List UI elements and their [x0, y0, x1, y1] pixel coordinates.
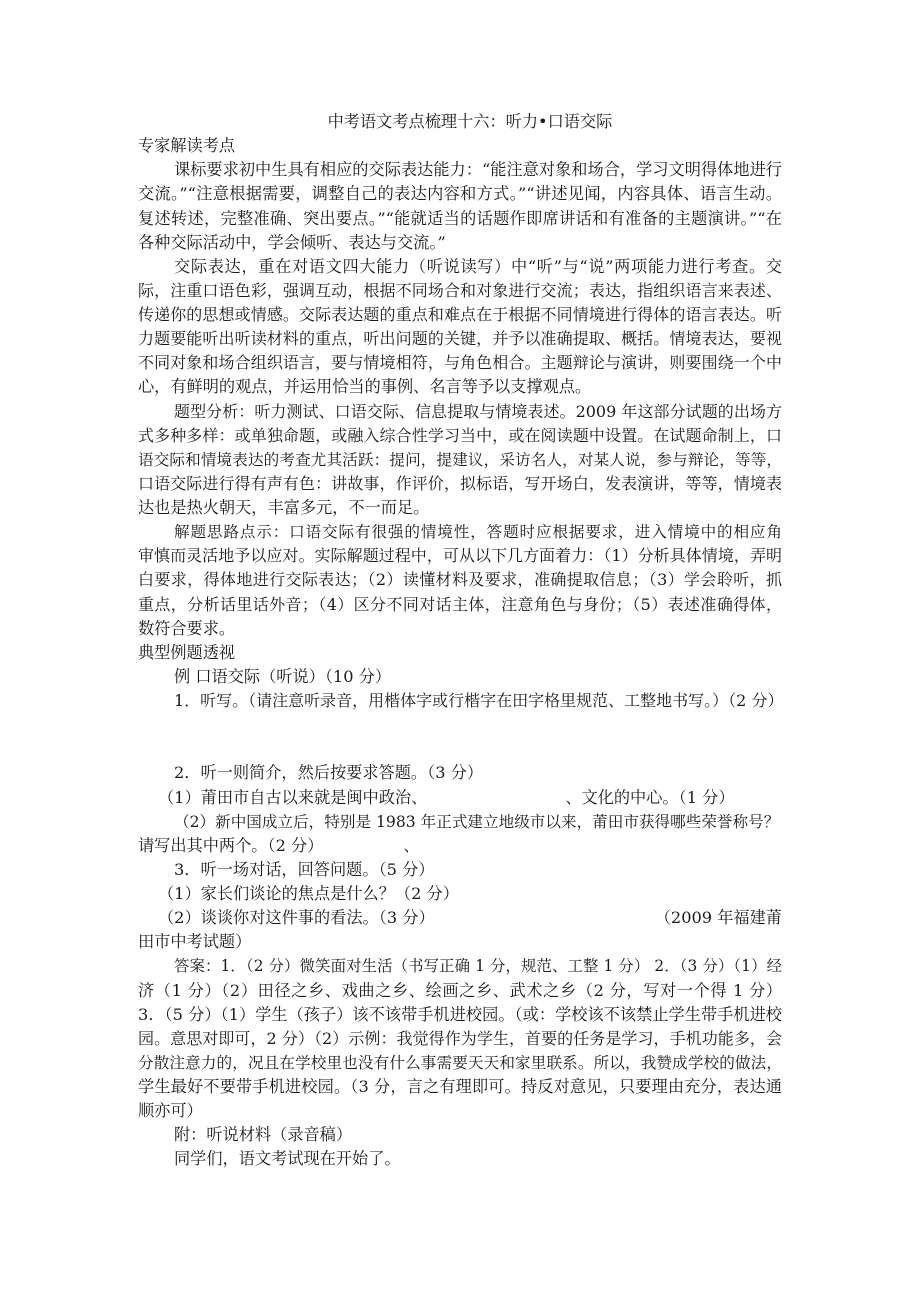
text-line: 交际表达，重在对语文四大能力（听说读写）中“听”与“说”两项能力进行考查。交	[174, 256, 782, 276]
answer-space	[138, 713, 782, 737]
text-line: 白要求，得体地进行交际表达；（2）读懂材料及要求，准确提取信息；（3）学会聆听，抓	[138, 570, 782, 590]
text-line: 顺亦可）	[138, 1101, 203, 1121]
paragraph-question-types	[138, 400, 782, 521]
section-heading-examples: 典型例题透视	[138, 642, 236, 662]
text-line: 际，注重口语色彩，强调互动，根据不同场合和对象进行交流；表达，指组织语言来表述、	[138, 280, 782, 300]
text-line: 课标要求初中生具有相应的交际表达能力：“能注意对象和场合，学习文明得体地进行	[174, 160, 782, 180]
question-3-part-2-text: （2）谈谈你对这件事的看法。（3 分）	[158, 908, 435, 928]
question-2-part-1-text-b: 、文化的中心。（1 分）	[565, 787, 735, 807]
section-heading-expert: 专家解读考点	[138, 136, 236, 156]
text-line: 3．（5 分）（1）学生（孩子）该不该带手机进校园。（或：学校该不该禁止学生带手机进校	[138, 1004, 782, 1024]
text-line: 心，有鲜明的观点，并运用恰当的事例、名言等予以支撑观点。	[138, 377, 592, 397]
paragraph-expression	[138, 255, 782, 400]
question-2-part-1	[138, 786, 782, 810]
question-2-part-2: （2）新中国成立后，特别是 1983 年正式建立地级市以来，莆田市获得哪些荣誉称号？	[174, 812, 780, 831]
appendix-heading: 附：听说材料（录音稿）	[174, 1125, 353, 1145]
text-line: 各种交际活动中，学会倾听、表达与交流。”	[138, 232, 446, 252]
text-line: 数符合要求。	[138, 618, 236, 638]
text-line: 园。意思对即可，2 分）（2）示例：我觉得作为学生，首要的任务是学习，手机功能多，会	[138, 1028, 782, 1048]
question-3-part-2	[138, 906, 782, 930]
text-line: 语交际和情境表达的考查尤其活跃：提问，提建议，采访名人，对某人说，参与辩论，等等，	[138, 450, 782, 469]
document-title: 中考语文考点梳理十六：听力•口语交际	[327, 112, 613, 131]
answer-space	[138, 737, 782, 761]
question-1: 1．听写。（请注意听录音，用楷体字或行楷字在田字格里规范、工整地书写。）（2 分）	[174, 691, 784, 710]
source-note: （2009 年福建莆	[654, 908, 782, 928]
example-title: 例 口语交际（听说）（10 分）	[174, 666, 392, 686]
text-line: 力题要能听出听读材料的重点，听出问题的关键，并予以准确提取、概括。情境表达，要视	[138, 329, 782, 349]
transcript-text: 同学们，语文考试现在开始了。	[174, 1149, 401, 1169]
question-2: 2．听一则简介，然后按要求答题。（3 分）	[174, 763, 484, 783]
text-line: 审慎而灵活地予以应对。实际解题过程中，可从以下几方面着力：（1）分析具体情境，弄明	[138, 546, 782, 566]
text-line: 传递你的思想或情感。交际表达题的重点和难点在于根据不同情境进行得体的语言表达。听	[138, 305, 782, 324]
text-line: 复述转述，完整准确、突出要点。”“能就适当的话题作即席讲话和有准备的主题演讲。”“在	[138, 208, 782, 228]
text-line: 解题思路点示：口语交际有很强的情境性，答题时应根据要求，进入情境中的相应角	[174, 523, 782, 542]
text-line: 重点，分析话里话外音；（4）区分不同对话主体，注意角色与身份；（5）表述准确得体，	[138, 594, 782, 614]
text-line: 题型分析：听力测试、口语交际、信息提取与情境表述。2009 年这部分试题的出场方	[174, 401, 782, 421]
text-line: 式多种多样：或单独命题，或融入综合性学习当中，或在阅读题中设置。在试题命制上，口	[138, 425, 782, 445]
document-page	[138, 110, 782, 1172]
paragraph-solving-tips	[138, 520, 782, 641]
text-line: 答案：1．（2 分）微笑面对生活（书写正确 1 分，规范、工整 1 分） 2．（3 分）（1）经	[174, 957, 782, 976]
blank-separator: 、	[403, 835, 420, 855]
question-2-part-1-text-a: （1）莆田市自古以来就是闽中政治、	[158, 787, 428, 807]
question-2-part-2-cont	[138, 834, 782, 858]
text-line: 济（1 分）（2）田径之乡、戏曲之乡、绘画之乡、武术之乡（2 分，写对一个得 1 分）	[138, 980, 782, 1000]
text-line: 不同对象和场合组织语言，要与情境相符，与角色相合。主题辩论与演讲，则要围绕一个中	[138, 353, 782, 373]
answer-paragraph	[138, 954, 782, 1123]
question-3-part-1: （1）家长们谈论的焦点是什么？（2 分）	[158, 884, 459, 903]
question-3: 3．听一场对话，回答问题。（5 分）	[174, 859, 435, 879]
text-line: 达也是热火朝天，丰富多元，不一而足。	[138, 498, 430, 517]
question-2-part-2-text: 请写出其中两个。（2 分）	[138, 835, 324, 855]
source-note-cont: 田市中考试题）	[138, 932, 252, 952]
text-line: 学生最好不要带手机进校园。（3 分，言之有理即可。持反对意见，只要理由充分，表达通	[138, 1077, 782, 1096]
text-line: 口语交际进行得有声有色：讲故事，作评价，拟标语，写开场白，发表演讲，等等，情境表	[138, 473, 782, 493]
text-line: 分散注意力的，况且在学校里也没有什么事需要天天和家里联系。所以，我赞成学校的做法，	[138, 1053, 782, 1072]
paragraph-curriculum	[138, 158, 782, 255]
text-line: 交流。”“注意根据需要，调整自己的表达内容和方式。”“讲述见闻，内容具体、语言生动。	[138, 184, 782, 204]
